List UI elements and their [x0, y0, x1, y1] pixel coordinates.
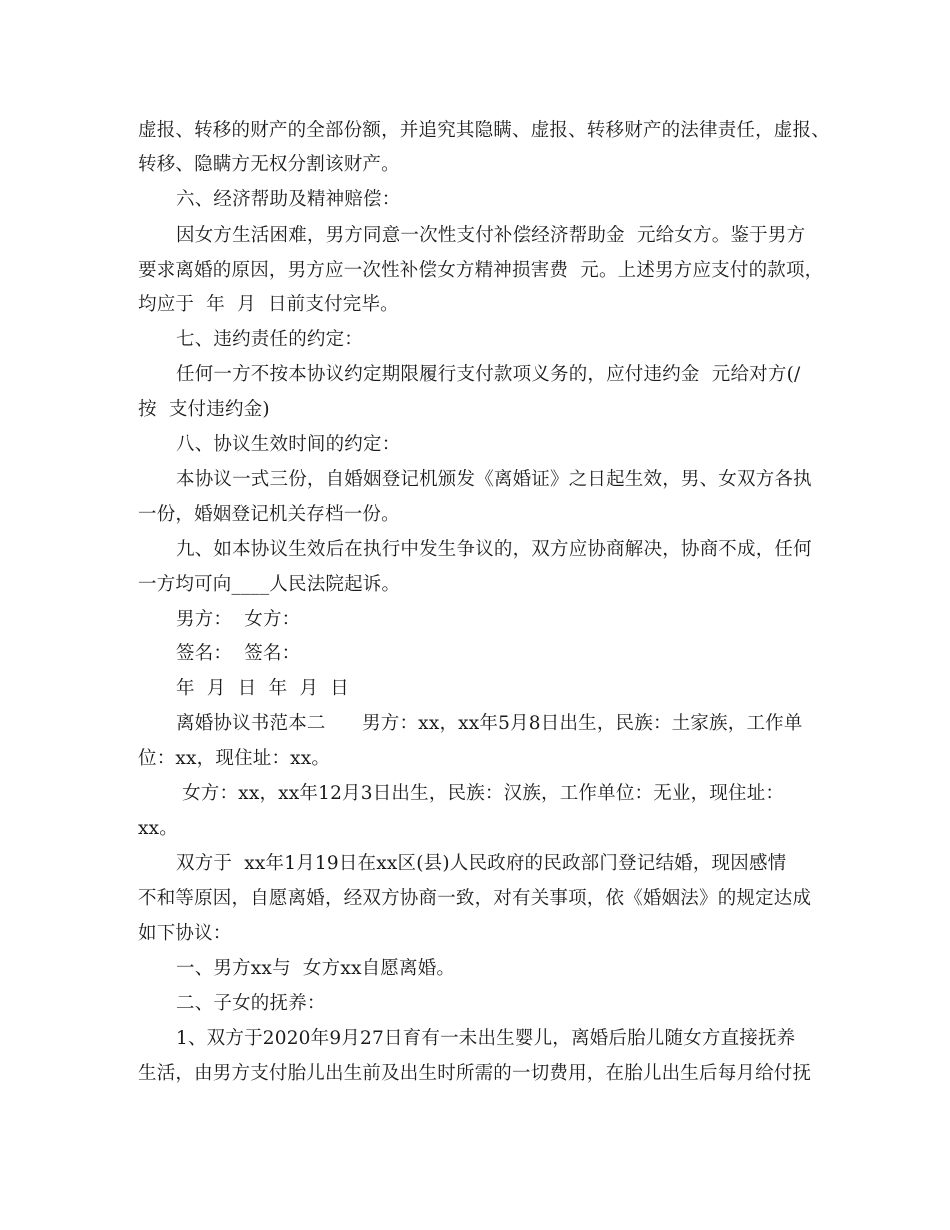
section-heading: 七、违约责任的约定：	[176, 329, 364, 350]
body-text-line: 转移、隐瞒方无权分割该财产。	[138, 154, 400, 175]
section-heading: 一、男方xx与 女方xx自愿离婚。	[176, 958, 456, 979]
body-text-line: 女方：xx，xx年12月3日出生，民族：汉族，工作单位：无业，现住址：	[176, 783, 785, 804]
section-heading: 八、协议生效时间的约定：	[176, 434, 401, 455]
body-text-line: 一方均可向____人民法院起诉。	[138, 574, 401, 595]
section-heading: 离婚协议书范本二 男方：xx，xx年5月8日出生，民族：土家族，工作单	[176, 713, 803, 734]
body-text-line: 任何一方不按本协议约定期限履行支付款项义务的，应付违约金 元给对方(/	[176, 364, 801, 385]
body-text-line: xx。	[138, 818, 178, 839]
body-text-line: 如下协议：	[138, 923, 232, 944]
body-text-line: 1、双方于2020年9月27日育有一未出生婴儿，离婚后胎儿随女方直接抚养	[176, 1028, 796, 1049]
body-text-line: 要求离婚的原因，男方应一次性补偿女方精神损害费 元。上述男方应支付的款项，	[138, 260, 824, 281]
body-text-line: 双方于 xx年1月19日在xx区(县)人民政府的民政部门登记结婚，现因感情	[176, 853, 787, 874]
signature-label-line: 男方： 女方：	[176, 609, 301, 630]
body-text-line: 位：xx，现住址：xx。	[138, 748, 331, 769]
body-text-line: 因女方生活困难，男方同意一次性支付补偿经济帮助金 元给女方。鉴于男方	[176, 225, 806, 246]
body-text-line: 一份，婚姻登记机关存档一份。	[138, 504, 400, 525]
body-text-line: 不和等原因，自愿离婚，经双方协商一致，对有关事项，依《婚姻法》的规定达成	[138, 888, 812, 909]
body-text-line: 虚报、转移的财产的全部份额，并追究其隐瞒、虚报、转移财产的法律责任，虚报、	[138, 120, 830, 141]
body-text-line: 均应于 年 月 日前支付完毕。	[138, 294, 399, 315]
body-text-line: 按 支付违约金)	[138, 399, 270, 420]
body-text-line: 生活，由男方支付胎儿出生前及出生时所需的一切费用，在胎儿出生后每月给付抚	[138, 1063, 812, 1084]
body-text-line: 九、如本协议生效后在执行中发生争议的，双方应协商解决，协商不成，任何	[176, 539, 812, 560]
signature-label-line: 签名： 签名：	[176, 643, 301, 664]
section-heading: 二、子女的抚养：	[176, 993, 326, 1014]
date-line: 年 月 日 年 月 日	[176, 678, 350, 699]
body-text-line: 本协议一式三份，自婚姻登记机颁发《离婚证》之日起生效，男、女双方各执	[176, 469, 812, 490]
section-heading: 六、经济帮助及精神赔偿：	[176, 189, 401, 210]
